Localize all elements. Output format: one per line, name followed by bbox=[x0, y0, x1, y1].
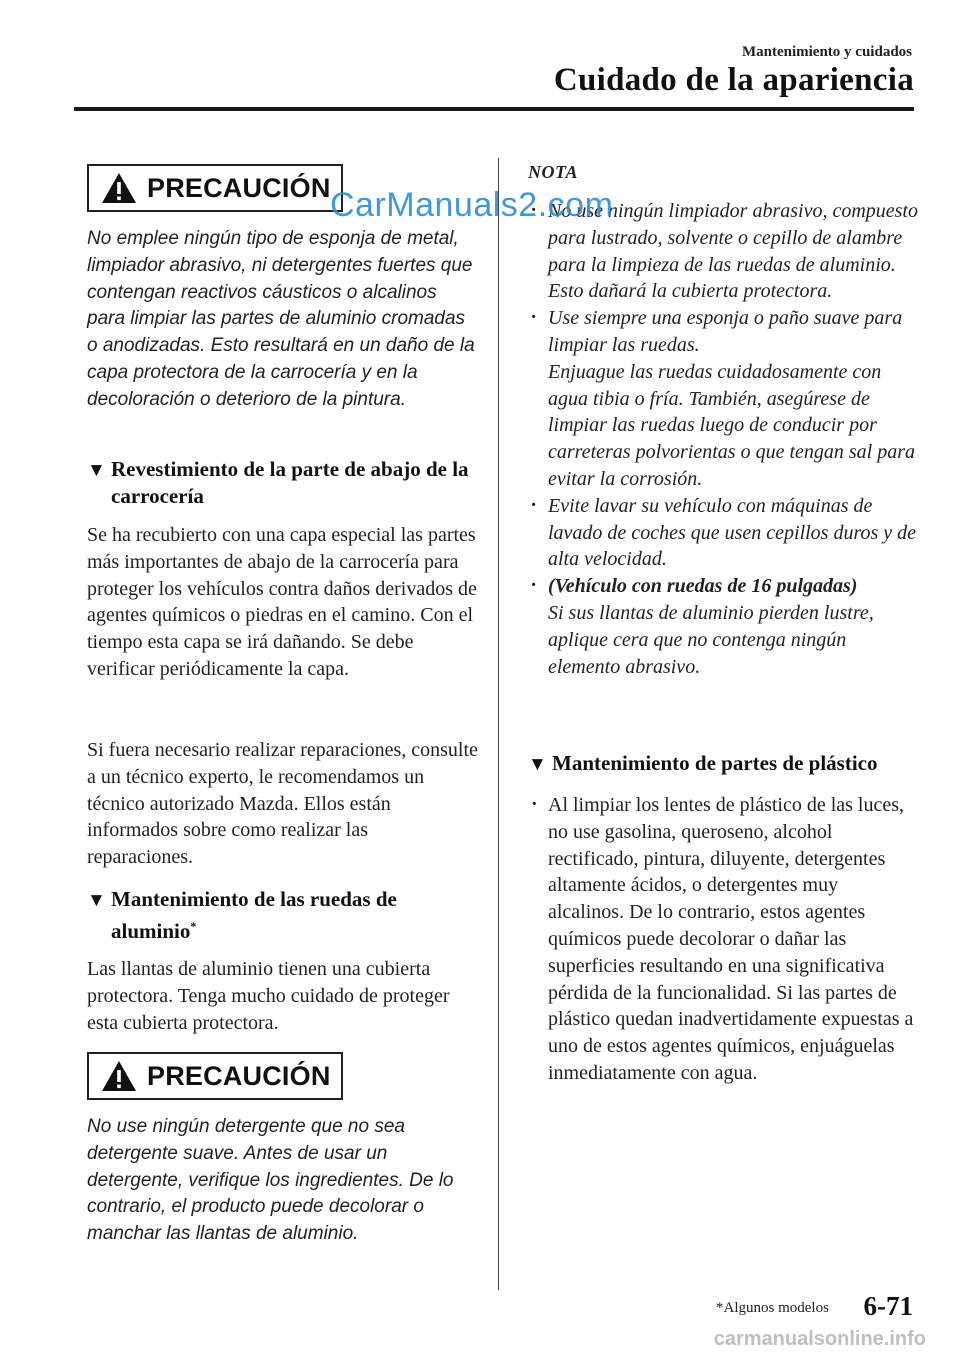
note-list bbox=[528, 198, 918, 680]
warning-triangle-icon bbox=[101, 1060, 137, 1092]
note-item bbox=[528, 305, 918, 493]
note-item-subtext: Si sus llantas de aluminio pierden lustre, aplique cera que no contenga ningún elemento abrasivo. bbox=[548, 601, 874, 678]
note-item-text: No use ningún limpiador abrasivo, compuesto para lustrado, solvente o cepillo de alambre para la limpieza de las ruedas de aluminio. Esto dañará la cubierta protectora. bbox=[548, 200, 918, 303]
note-item bbox=[528, 573, 918, 680]
section-heading-text: Mantenimiento de las ruedas de aluminio bbox=[111, 887, 397, 943]
paragraph-underbody-2: Si fuera necesario realizar reparaciones, consulte a un técnico experto, le recomendamos un técnico autorizado Mazda. Ellos están informados sobre como realizar las reparaciones. bbox=[87, 739, 478, 869]
note-item-text: Evite lavar su vehículo con máquinas de lavado de coches que usen cepillos duros y de alta velocidad. bbox=[548, 494, 917, 571]
caution-text-2: No use ningún detergente que no sea detergente suave. Antes de usar un detergente, verifique los ingredientes. De lo contrario, el producto puede decolorar o manchar las llantas de aluminio. bbox=[87, 1116, 454, 1245]
footer-url: carmanualsonline.info bbox=[713, 1328, 926, 1350]
section-heading-aluminum-wheels bbox=[87, 886, 467, 945]
paragraph-aluminum-wheels: Las llantas de aluminio tienen una cubierta protectora. Tenga mucho cuidado de proteger esta cubierta protectora. bbox=[87, 958, 450, 1034]
section-heading-underbody bbox=[87, 456, 479, 510]
triangle-down-icon: ▼ bbox=[87, 890, 106, 911]
caution-text-1: No emplee ningún tipo de esponja de metal, limpiador abrasivo, ni detergentes fuertes que contengan reactivos cáusticos o alcalinos para limpiar las partes de aluminio cromadas o anodizadas. Esto resultará en un daño de la capa protectora de la carrocería y en la decoloración o deterioro de la pintura. bbox=[87, 228, 475, 410]
footnote: *Algunos modelos bbox=[716, 1300, 829, 1316]
note-item bbox=[528, 493, 918, 573]
warning-triangle-icon bbox=[101, 172, 137, 204]
paragraph-underbody-1: Se ha recubierto con una capa especial las partes más importantes de abajo de la carrocería para proteger los vehículos contra daños derivados de agentes químicos o piedras en el camino. Con el tiempo esta capa se irá dañando. Se debe verificar periódicamente la capa. bbox=[87, 524, 477, 680]
caution-box-2 bbox=[87, 1052, 343, 1100]
header-rule bbox=[74, 107, 914, 111]
footnote-marker: * bbox=[190, 919, 197, 933]
caution-box-1 bbox=[87, 164, 343, 212]
caution-label: PRECAUCIÓN bbox=[147, 172, 331, 203]
page-title: Cuidado de la apariencia bbox=[553, 62, 914, 98]
caution-label: PRECAUCIÓN bbox=[147, 1060, 331, 1091]
note-item-bold: (Vehículo con ruedas de 16 pulgadas) bbox=[548, 575, 858, 598]
triangle-down-icon: ▼ bbox=[87, 460, 106, 481]
triangle-down-icon: ▼ bbox=[528, 754, 547, 775]
section-heading-text: Mantenimiento de partes de plástico bbox=[552, 751, 878, 775]
note-label: NOTA bbox=[528, 162, 579, 182]
page-number: 6-71 bbox=[863, 1291, 913, 1321]
list-item bbox=[528, 792, 918, 1087]
section-heading-text: Revestimiento de la parte de abajo de la carrocería bbox=[111, 457, 469, 508]
watermark: CarManuals2.com bbox=[330, 186, 614, 224]
column-divider bbox=[498, 158, 499, 1290]
note-item-subtext: Enjuague las ruedas cuidadosamente con agua tibia o fría. También, asegúrese de limpiar las ruedas luego de conducir por carreteras polvorientas o que tengan sal para evitar la corrosión. bbox=[548, 360, 916, 490]
list-item-text: Al limpiar los lentes de plástico de las luces, no use gasolina, queroseno, alcohol rectificado, pintura, diluyente, detergentes altamente ácidos, o detergentes muy alcalinos. De lo contrario, estos agentes químicos puede decolorar o dañar las superficies resultando en una significativa pérdida de la funcionalidad. Si las partes de plástico quedan inadvertidamente expuestas a uno de estos agentes químicos, enjuáguelas inmediatamente con agua. bbox=[548, 794, 914, 1084]
note-item-text: Use siempre una esponja o paño suave para limpiar las ruedas. bbox=[548, 307, 903, 356]
chapter-title: Mantenimiento y cuidados bbox=[741, 44, 912, 60]
section-heading-plastic-parts bbox=[528, 750, 928, 777]
plastic-parts-list bbox=[528, 792, 918, 1087]
